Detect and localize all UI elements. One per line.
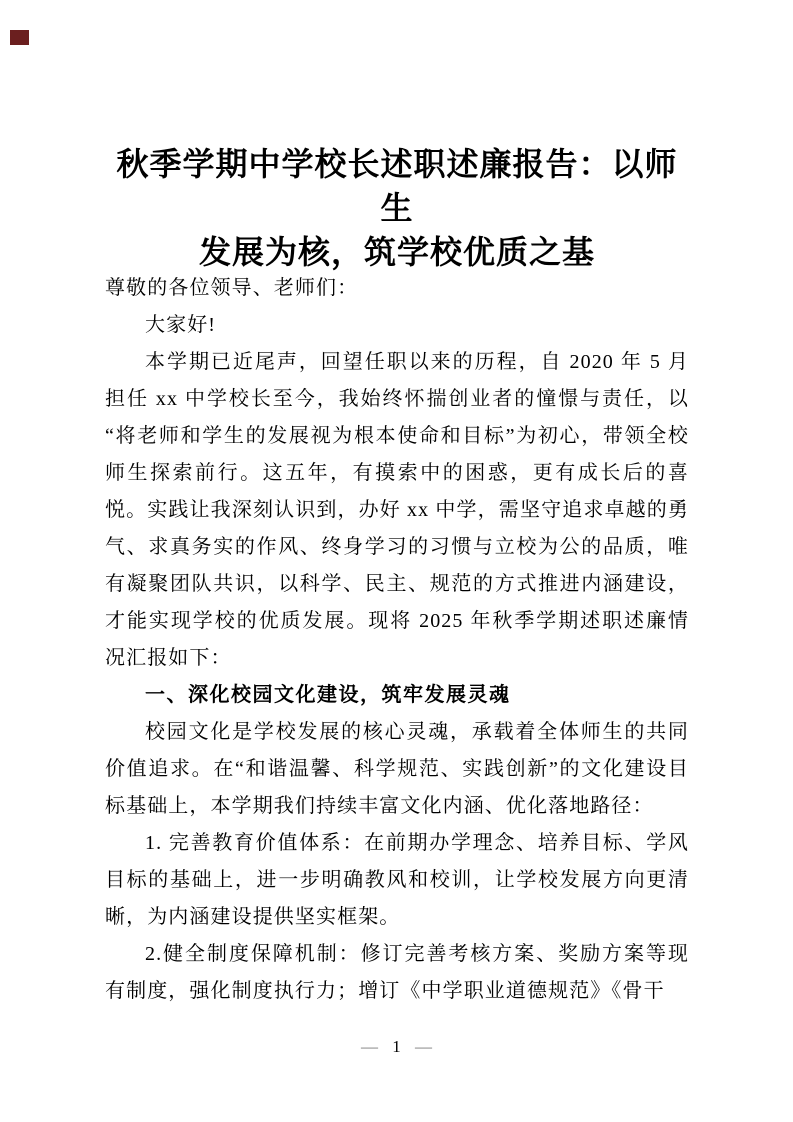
- document-title-line1: 秋季学期中学校长述职述廉报告：以师生: [116, 146, 678, 226]
- page-footer: [0, 1036, 793, 1058]
- document-body: [105, 270, 689, 1010]
- footer-dash-right: —: [415, 1037, 432, 1056]
- paragraph: 校园文化是学校发展的核心灵魂，承载着全体师生的共同价值追求。在“和谐温馨、科学规范、实践创新”的文化建设目标基础上，本学期我们持续丰富文化内涵、优化落地路径：: [105, 721, 689, 817]
- corner-mark: [10, 30, 29, 45]
- paragraph: 尊敬的各位领导、老师们：: [105, 277, 359, 299]
- footer-dash-left: —: [361, 1037, 378, 1056]
- paragraph: 大家好!: [145, 314, 217, 336]
- paragraph: 2.健全制度保障机制：修订完善考核方案、奖励方案等现有制度，强化制度执行力；增订《中学职业道德规范》《骨干: [105, 943, 689, 1002]
- document-title: [105, 142, 689, 274]
- document-title-line2: 发展为核，筑学校优质之基: [198, 234, 595, 270]
- page-number: 1: [392, 1037, 401, 1056]
- paragraph: 1. 完善教育价值体系：在前期办学理念、培养目标、学风目标的基础上，进一步明确教风和校训，让学校发展方向更清晰，为内涵建设提供坚实框架。: [105, 832, 689, 928]
- paragraph: 本学期已近尾声，回望任职以来的历程，自 2020 年 5 月担任 xx 中学校长至今，我始终怀揣创业者的憧憬与责任，以“将老师和学生的发展视为根本使命和目标”为初心，带领全校师生探索前行。这五年，有摸索中的困惑，更有成长后的喜悦。实践让我深刻认识到，办好 xx 中学，需坚守追求卓越的勇气、求真务实的作风、终身学习的习惯与立校为公的品质，唯有凝聚团队共识，以科学、民主、规范的方式推进内涵建设，才能实现学校的优质发展。现将 2025 年秋季学期述职述廉情况汇报如下：: [105, 351, 689, 669]
- section-heading: 一、深化校园文化建设，筑牢发展灵魂: [145, 684, 511, 706]
